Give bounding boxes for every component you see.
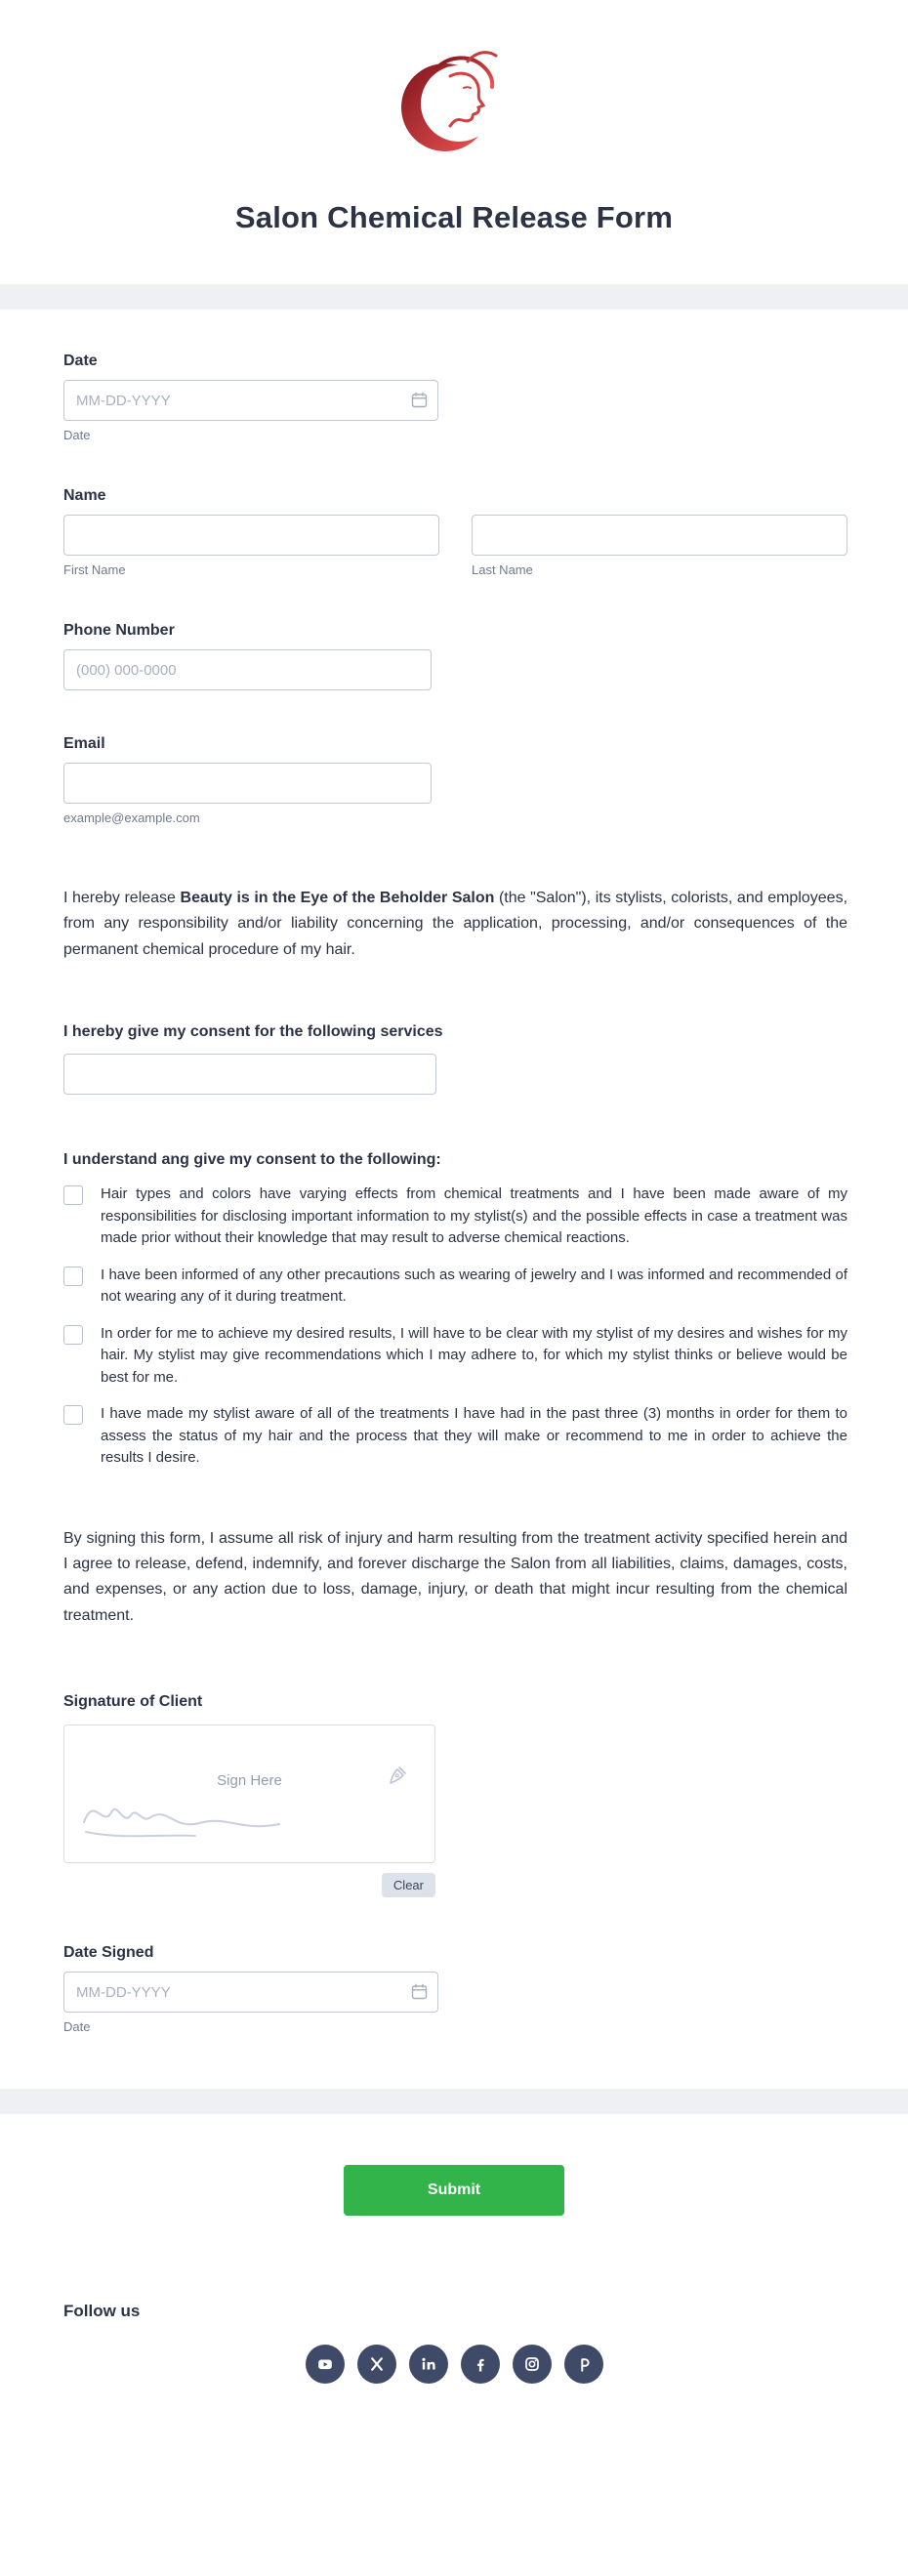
field-date-signed	[63, 1944, 847, 2034]
sign-here-placeholder: Sign Here	[217, 1772, 282, 1790]
last-name-input[interactable]	[472, 515, 847, 556]
x-twitter-icon[interactable]	[357, 2345, 396, 2384]
salon-logo-icon	[399, 43, 509, 173]
calendar-icon[interactable]	[411, 1983, 428, 2000]
pinterest-icon[interactable]	[564, 2345, 603, 2384]
field-signature	[63, 1693, 847, 1897]
phone-label: Phone Number	[63, 622, 175, 639]
form-header	[0, 0, 908, 284]
consent-checkbox-2[interactable]	[63, 1267, 83, 1286]
date-signed-input[interactable]	[63, 1972, 438, 2013]
date-label: Date	[63, 353, 98, 369]
consent-option-4-text: I have made my stylist aware of all of the treatments I have had in the past three (3) months in order for them to assess the status of my hair and the process that they will make or recommend to me in order to achieve the results I desire.	[101, 1405, 847, 1467]
consent-checkbox-3[interactable]	[63, 1325, 83, 1345]
signature-label: Signature of Client	[63, 1693, 203, 1711]
release-text-suffix: (the "Salon"), its stylists, colorists, and employees, from any responsibility and/or liability concerning the application, processing, and/or consequences of the permanent chemical procedure of my hair.	[63, 890, 848, 958]
field-date	[63, 353, 847, 442]
pen-nib-icon	[388, 1765, 409, 1786]
social-row	[0, 2345, 908, 2384]
field-email	[63, 735, 847, 825]
field-phone	[63, 622, 847, 690]
first-name-sublabel: First Name	[63, 562, 126, 577]
submit-button[interactable]: Submit	[344, 2165, 564, 2216]
field-services	[63, 1023, 847, 1095]
liability-paragraph: By signing this form, I assume all risk of injury and harm resulting from the treatment activity specified herein and I agree to release, defend, indemnify, and forever discharge the Salon from all liabilities, claims, damages, costs, and expenses, or any action due to loss, damage, injury, or death that might incur resulting from the chemical treatment.	[63, 1529, 847, 1624]
name-label: Name	[63, 487, 106, 504]
date-sublabel: Date	[63, 428, 91, 442]
signature-pad[interactable]	[63, 1724, 435, 1863]
first-name-input[interactable]	[63, 515, 439, 556]
youtube-icon[interactable]	[306, 2345, 345, 2384]
consent-option-2[interactable]	[63, 1265, 847, 1309]
last-name-sublabel: Last Name	[472, 562, 533, 577]
email-label: Email	[63, 735, 105, 752]
name-row	[63, 515, 847, 577]
signature-clear-button[interactable]: Clear	[382, 1873, 435, 1897]
consent-option-1-text: Hair types and colors have varying effects from chemical treatments and I have been made aware of my responsibilities for disclosing important information to my stylist(s) and the possible effects in case a treatment was made prior without their knowledge that may result to adverse chemical reactions.	[101, 1185, 847, 1247]
signature-clear-row	[63, 1873, 435, 1897]
signature-squiggle-decoration	[80, 1781, 285, 1849]
email-input[interactable]	[63, 763, 432, 804]
date-input-wrap	[63, 380, 438, 421]
services-input[interactable]	[63, 1054, 436, 1095]
facebook-icon[interactable]	[461, 2345, 500, 2384]
consent-checkbox-1[interactable]	[63, 1185, 83, 1205]
email-sublabel: example@example.com	[63, 810, 200, 825]
date-input[interactable]	[63, 380, 438, 421]
date-signed-input-wrap	[63, 1972, 438, 2013]
consent-checkbox-4[interactable]	[63, 1405, 83, 1425]
form-title: Salon Chemical Release Form	[234, 200, 674, 234]
form-body	[0, 310, 908, 2089]
field-name	[63, 487, 847, 577]
services-label: I hereby give my consent for the following services	[63, 1023, 443, 1041]
consent-option-1[interactable]	[63, 1184, 847, 1250]
linkedin-icon[interactable]	[409, 2345, 448, 2384]
date-signed-label: Date Signed	[63, 1944, 154, 1962]
field-consent	[63, 1151, 847, 1470]
last-name-col	[472, 515, 847, 577]
instagram-icon[interactable]	[513, 2345, 552, 2384]
consent-option-2-text: I have been informed of any other precautions such as wearing of jewelry and I was informed and recommended of not wearing any of it during treatment.	[101, 1266, 847, 1306]
release-text-bold: Beauty is in the Eye of the Beholder Salon	[180, 890, 495, 906]
calendar-icon[interactable]	[411, 392, 428, 408]
form-footer	[0, 2114, 908, 2576]
date-signed-sublabel: Date	[63, 2019, 91, 2035]
release-paragraph	[63, 886, 847, 963]
consent-option-4[interactable]	[63, 1403, 847, 1470]
consent-label: I understand ang give my consent to the following:	[63, 1151, 441, 1169]
first-name-col	[63, 515, 439, 577]
follow-us-label: Follow us	[63, 2302, 141, 2321]
phone-input[interactable]	[63, 649, 432, 690]
release-text-prefix: I hereby release	[63, 890, 181, 906]
consent-option-3[interactable]	[63, 1323, 847, 1390]
consent-option-3-text: In order for me to achieve my desired results, I will have to be clear with my stylist of my desires and wishes for my hair. My stylist may give recommendations which I may adhere to, for which my stylist thinks or believe would be best for me.	[101, 1324, 847, 1386]
